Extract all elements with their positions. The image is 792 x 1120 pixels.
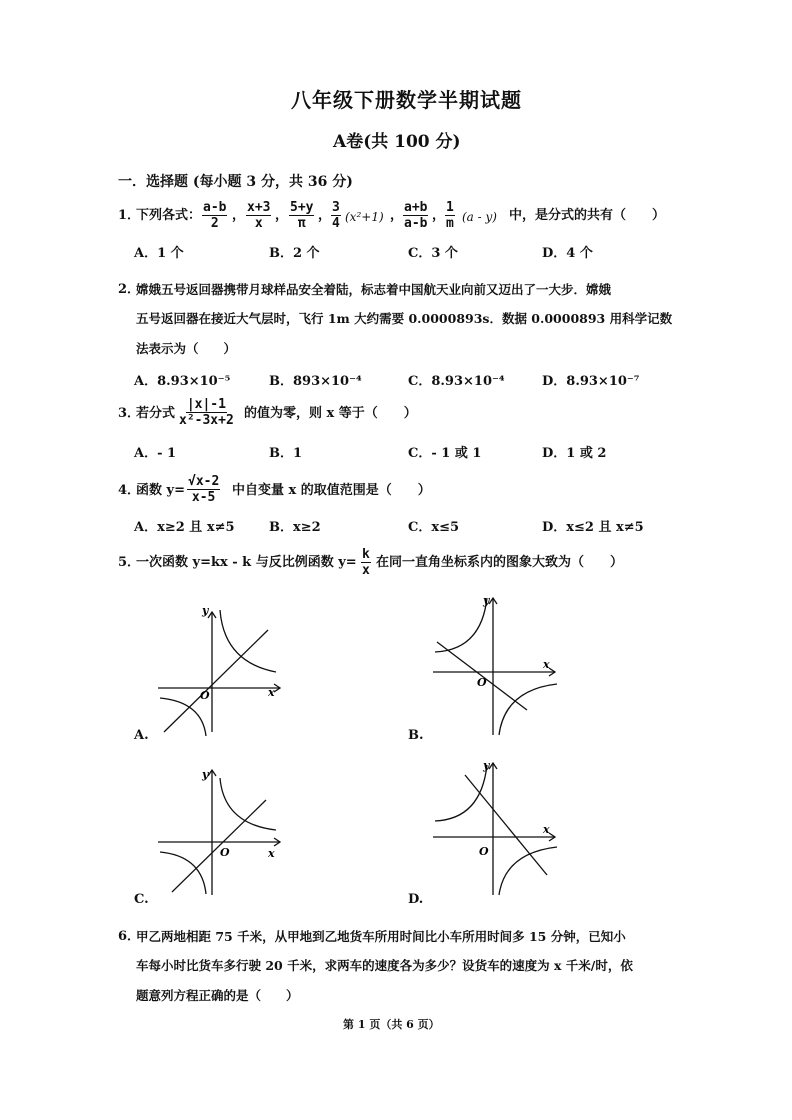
x-label: x [268, 686, 275, 699]
q3-option-a: A．- 1 [134, 446, 177, 461]
question-6-line1: 甲乙两地相距 75 千米，从甲地到乙地货车所用时间比小车所用时间多 15 分钟，已知小 [136, 929, 626, 944]
line-graph [465, 775, 547, 875]
q1-f4-tail: (x²+1) [345, 210, 384, 224]
q1-option-c: C．3 个 [408, 246, 458, 261]
q1-sep: ， [390, 208, 404, 223]
q5-frac-num: k [362, 547, 370, 562]
question-2-line1: 嫦娥五号返回器携带月球样品安全着陆，标志着中国航天业向前又迈出了一大步．嫦娥 [136, 282, 612, 297]
q5-graph-b [425, 590, 565, 740]
q5-graph-a [150, 600, 290, 740]
question-2-line2: 五号返回器在接近大气层时，飞行 1m 大约需要 0.0000893s．数据 0.0000893 用科学记数 [136, 311, 673, 326]
y-label: y [202, 604, 209, 617]
line-graph [164, 630, 268, 732]
q1-f5-num: a+b [404, 200, 428, 215]
section-subtitle: A卷(共 100 分) [333, 132, 461, 152]
hyperbola-branch [499, 847, 557, 895]
q1-option-d: D．4 个 [542, 246, 593, 261]
question-3-prefix: 若分式 [136, 406, 176, 421]
question-1-suffix: 中，是分式的共有（ ） [509, 208, 666, 223]
q1-sep: ， [432, 208, 446, 223]
origin-label: O [477, 676, 487, 689]
question-4-suffix: 中自变量 x 的取值范围是（ ） [232, 483, 431, 498]
q1-option-b: B．2 个 [269, 246, 320, 261]
q1-fraction-5 [403, 200, 428, 231]
hyperbola-branch [220, 778, 276, 830]
section-heading: 一．选择题 (每小题 3 分，共 36 分) [118, 174, 353, 190]
question-5-number: 5． [118, 555, 141, 570]
q3-frac-num: |x|-1 [186, 397, 226, 412]
q5-option-c: C. [134, 892, 149, 907]
q1-f3-num: 5+y [290, 200, 314, 215]
q4-fraction [187, 474, 220, 505]
q3-option-c: C．- 1 或 1 [408, 446, 482, 461]
hyperbola-branch [499, 684, 557, 735]
q3-option-b: B．1 [269, 446, 303, 461]
q1-f1-den: 2 [210, 216, 219, 231]
question-6-line2: 车每小时比货车多行驶 20 千米，求两车的速度各为多少？设货车的速度为 x 千米/时，依 [136, 958, 633, 973]
q1-f4-den: 4 [332, 216, 340, 231]
q5-graph-c [150, 760, 290, 900]
q4-frac-num: √x-2 [188, 474, 220, 489]
q1-f5-den: a-b [404, 216, 428, 231]
origin-label: O [479, 845, 489, 858]
q3-frac-den: x²-3x+2 [179, 413, 234, 428]
question-1-number: 1． [118, 208, 141, 223]
q1-f6-tail: (a - y) [462, 210, 497, 224]
question-6-number: 6． [118, 929, 141, 944]
question-1-prefix: 下列各式： [136, 208, 202, 223]
q1-f3-den: π [297, 216, 306, 231]
q2-option-c: C．8.93×10⁻⁴ [408, 374, 505, 389]
q1-f1-num: a-b [203, 200, 227, 215]
q1-f6-den: m [446, 216, 454, 231]
origin-label: O [200, 689, 210, 702]
q5-graph-d [425, 755, 565, 905]
q4-option-a: A．x≥2 且 x≠5 [134, 520, 235, 535]
question-6-line3: 题意列方程正确的是（ ） [136, 988, 299, 1003]
q5-frac-den: x [362, 563, 370, 578]
q5-fraction [361, 547, 371, 578]
q1-sep: ， [275, 208, 289, 223]
page-footer: 第 1 页（共 6 页） [343, 1018, 440, 1031]
q1-f4-num: 3 [332, 200, 340, 215]
q1-sep: ， [318, 208, 332, 223]
q1-fraction-3 [289, 200, 314, 231]
question-2-line3: 法表示为（ ） [136, 341, 237, 356]
q4-option-d: D．x≤2 且 x≠5 [542, 520, 644, 535]
hyperbola-branch [160, 698, 206, 736]
q1-fraction-6 [445, 200, 455, 231]
page-title: 八年级下册数学半期试题 [291, 88, 522, 112]
question-4-prefix: 函数 y= [136, 483, 185, 498]
q2-option-d: D．8.93×10⁻⁷ [542, 374, 640, 389]
q4-option-c: C．x≤5 [408, 520, 460, 535]
q1-fraction-1 [202, 200, 227, 231]
question-3-number: 3． [118, 406, 141, 421]
line-graph [172, 800, 266, 892]
hyperbola-branch [435, 598, 487, 652]
question-2-number: 2． [118, 282, 141, 297]
y-label: y [483, 759, 490, 772]
q1-f2-den: x [254, 216, 263, 231]
y-label: y [483, 594, 490, 607]
q1-f2-num: x+3 [247, 200, 271, 215]
q5-option-b: B. [408, 728, 424, 743]
question-4-number: 4． [118, 483, 141, 498]
x-label: x [543, 823, 550, 836]
q1-f6-num: 1 [446, 200, 454, 215]
q5-option-d: D. [408, 892, 424, 907]
q2-option-a: A．8.93×10⁻⁵ [134, 374, 231, 389]
x-label: x [268, 847, 275, 860]
hyperbola-branch [220, 610, 276, 672]
q1-option-a: A．1 个 [134, 246, 184, 261]
question-3-suffix: 的值为零，则 x 等于（ ） [244, 406, 417, 421]
q1-sep: ， [232, 208, 246, 223]
question-5-suffix: 在同一直角坐标系内的图象大致为（ ） [376, 555, 624, 570]
origin-label: O [220, 846, 230, 859]
q3-option-d: D．1 或 2 [542, 446, 607, 461]
q4-option-b: B．x≥2 [269, 520, 321, 535]
q5-option-a: A. [134, 728, 149, 743]
y-label: y [202, 768, 209, 781]
x-label: x [543, 658, 550, 671]
q1-fraction-4 [331, 200, 341, 231]
question-5-prefix: 一次函数 y=kx - k 与反比例函数 y= [136, 555, 357, 570]
q3-fraction [178, 397, 235, 428]
q4-frac-den: x-5 [191, 490, 216, 505]
hyperbola-branch [160, 852, 206, 894]
q2-option-b: B．893×10⁻⁴ [269, 374, 362, 389]
q1-fraction-2 [246, 200, 271, 231]
